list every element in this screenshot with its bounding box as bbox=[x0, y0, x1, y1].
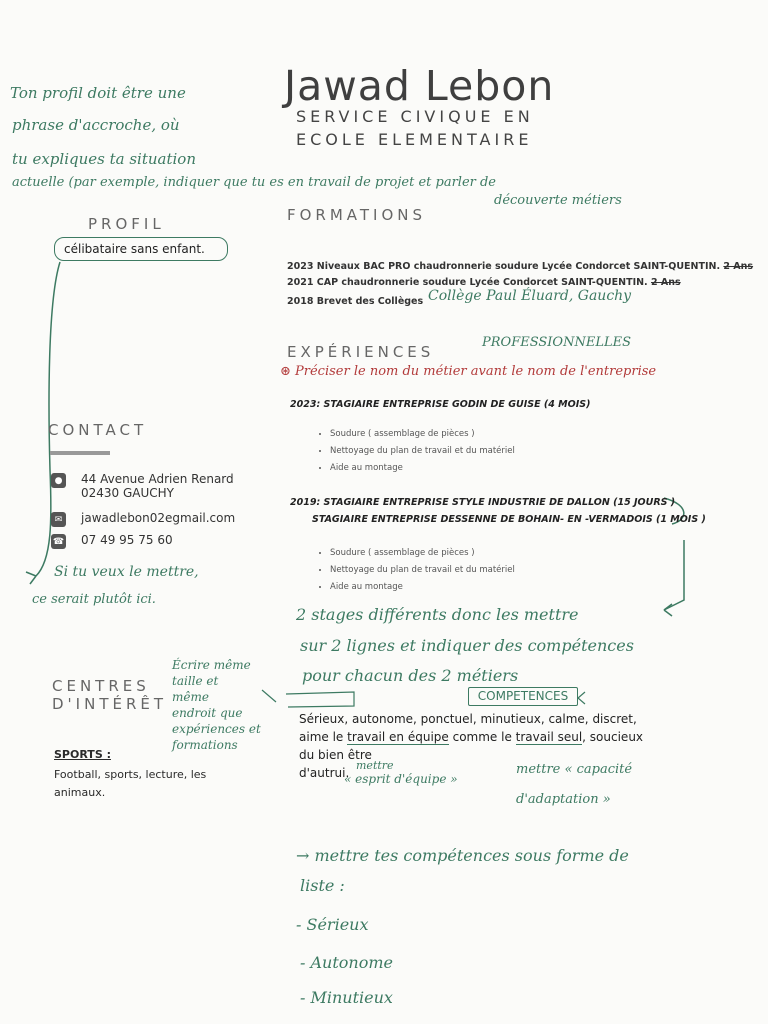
list-item: • Aide au montage bbox=[330, 582, 515, 592]
competences-heading: COMPETENCES bbox=[468, 687, 578, 706]
experience-2-heading-1: 2019: STAGIAIRE ENTREPRISE STYLE INDUSTRIE DE DALLON (15 JOURS ) bbox=[290, 497, 676, 508]
skills-line2e: , soucieux du bien être bbox=[299, 730, 644, 762]
note-ecrire-l5: expériences et bbox=[172, 722, 261, 736]
contact-title: CONTACT bbox=[48, 421, 148, 439]
experience-1-heading: 2023: STAGIAIRE ENTREPRISE GODIN DE GUISE (4 MOIS) bbox=[290, 399, 591, 410]
experience-1-list bbox=[314, 429, 515, 480]
note-preciser-text: Préciser le nom du métier avant le nom de l'entreprise bbox=[295, 364, 657, 379]
contact-phone bbox=[51, 533, 173, 549]
asterisk-icon: ⊛ bbox=[280, 364, 296, 379]
note-preciser bbox=[280, 364, 656, 379]
note-ecrire-l6: formations bbox=[172, 738, 238, 752]
note-capacite-l1: mettre « capacité bbox=[516, 762, 633, 777]
experiences-title: EXPÉRIENCES bbox=[287, 343, 435, 361]
cv-subtitle-line2: ECOLE ELEMENTAIRE bbox=[296, 130, 533, 149]
note-stages-line1: 2 stages différents donc les mettre bbox=[296, 605, 579, 624]
note-capacite-l2: d'adaptation » bbox=[516, 792, 611, 807]
contact-phone-text: 07 49 95 75 60 bbox=[81, 533, 173, 547]
list-item: • Soudure ( assemblage de pièces ) bbox=[330, 548, 515, 558]
note-profil-line5: découverte métiers bbox=[494, 193, 622, 208]
note-professionnelles: PROFESSIONNELLES bbox=[482, 335, 631, 350]
envelope-icon: ✉ bbox=[51, 512, 66, 527]
formation-item-2-text: 2021 CAP chaudronnerie soudure Lycée Condorcet SAINT-QUENTIN. bbox=[287, 277, 648, 288]
phone-icon: ☎ bbox=[51, 534, 66, 549]
profil-title: PROFIL bbox=[88, 215, 165, 233]
formation-item-1-text: 2023 Niveaux BAC PRO chaudronnerie soudure Lycée Condorcet SAINT-QUENTIN. bbox=[287, 261, 721, 272]
skills-line1: Sérieux, autonome, ponctuel, minutieux, calme, discret, bbox=[299, 712, 637, 726]
formation-item-2 bbox=[287, 277, 681, 288]
note-profil-line3: tu expliques ta situation bbox=[12, 150, 196, 168]
note-stages-line3: pour chacun des 2 métiers bbox=[302, 666, 519, 685]
centres-interet-title-line2: D'INTÉRÊT bbox=[52, 695, 168, 713]
sports-label: SPORTS : bbox=[54, 748, 111, 761]
note-ecrire-l2: taille et bbox=[172, 674, 219, 688]
note-stages-line2: sur 2 lignes et indiquer des compétences bbox=[300, 636, 634, 655]
skills-line2c: comme le bbox=[448, 730, 516, 744]
contact-email-text: jawadlebon02egmail.com bbox=[81, 511, 236, 525]
cv-name: Jawad Lebon bbox=[284, 62, 555, 110]
note-ecrire-l1: Écrire même bbox=[172, 658, 251, 672]
note-ecrire-l3: même bbox=[172, 690, 209, 704]
note-college: Collège Paul Éluard, Gauchy bbox=[428, 288, 632, 304]
cv-subtitle-line1: SERVICE CIVIQUE EN bbox=[296, 107, 534, 126]
note-liste-l1: → mettre tes compétences sous forme de bbox=[296, 846, 629, 865]
contact-address-text bbox=[81, 472, 234, 500]
note-liste-item3: - Minutieux bbox=[300, 988, 393, 1007]
address-line-1: 44 Avenue Adrien Renard bbox=[81, 472, 234, 486]
contact-email bbox=[51, 511, 235, 527]
list-item: • Soudure ( assemblage de pièces ) bbox=[330, 429, 515, 439]
contact-address bbox=[51, 472, 234, 500]
list-item: • Nettoyage du plan de travail et du matériel bbox=[330, 565, 515, 575]
centres-interet-title bbox=[52, 677, 167, 713]
list-item: • Aide au montage bbox=[330, 463, 515, 473]
contact-divider bbox=[50, 451, 110, 455]
formation-item-3: 2018 Brevet des Collèges bbox=[287, 296, 424, 307]
interests-text: Football, sports, lecture, les animaux. bbox=[54, 768, 207, 799]
centres-interet-title-line1: CENTRES bbox=[52, 677, 150, 695]
formation-item-2-struck: 2 Ans bbox=[650, 277, 681, 288]
note-ecrire-l4: endroit que bbox=[172, 706, 243, 720]
skills-line3: d'autrui. bbox=[299, 766, 350, 780]
list-item: • Nettoyage du plan de travail et du matériel bbox=[330, 446, 515, 456]
note-profil-line4: actuelle (par exemple, indiquer que tu es en travail de projet et parler de bbox=[12, 175, 496, 190]
experience-2-list bbox=[314, 548, 515, 599]
note-contact-line1: Si tu veux le mettre, bbox=[54, 564, 199, 580]
note-liste-item2: - Autonome bbox=[300, 953, 393, 972]
note-liste-l2: liste : bbox=[300, 876, 345, 895]
note-mettre-l2: « esprit d'équipe » bbox=[344, 772, 458, 786]
profil-text: célibataire sans enfant. bbox=[64, 242, 205, 256]
formation-item-1-struck: 2 Ans bbox=[723, 261, 754, 272]
note-mettre-l1: mettre bbox=[356, 759, 394, 772]
formation-item-1 bbox=[287, 261, 753, 272]
note-contact-line2: ce serait plutôt ici. bbox=[32, 592, 156, 607]
note-liste-item1: - Sérieux bbox=[296, 915, 369, 934]
experience-2-heading-2: STAGIAIRE ENTREPRISE DESSENNE DE BOHAIN- EN -VERMADOIS (1 MOIS ) bbox=[312, 514, 706, 525]
note-ecrire bbox=[172, 657, 261, 753]
note-profil-line1: Ton profil doit être une bbox=[10, 84, 186, 102]
note-profil-line2: phrase d'accroche, où bbox=[12, 116, 180, 134]
skills-solo: travail seul bbox=[515, 730, 583, 744]
location-pin-icon: ● bbox=[51, 473, 66, 488]
formations-title: FORMATIONS bbox=[287, 206, 427, 224]
address-line-2: 02430 GAUCHY bbox=[81, 486, 175, 500]
skills-line2a: aime le bbox=[299, 730, 348, 744]
skills-teamwork: travail en équipe bbox=[347, 730, 449, 744]
